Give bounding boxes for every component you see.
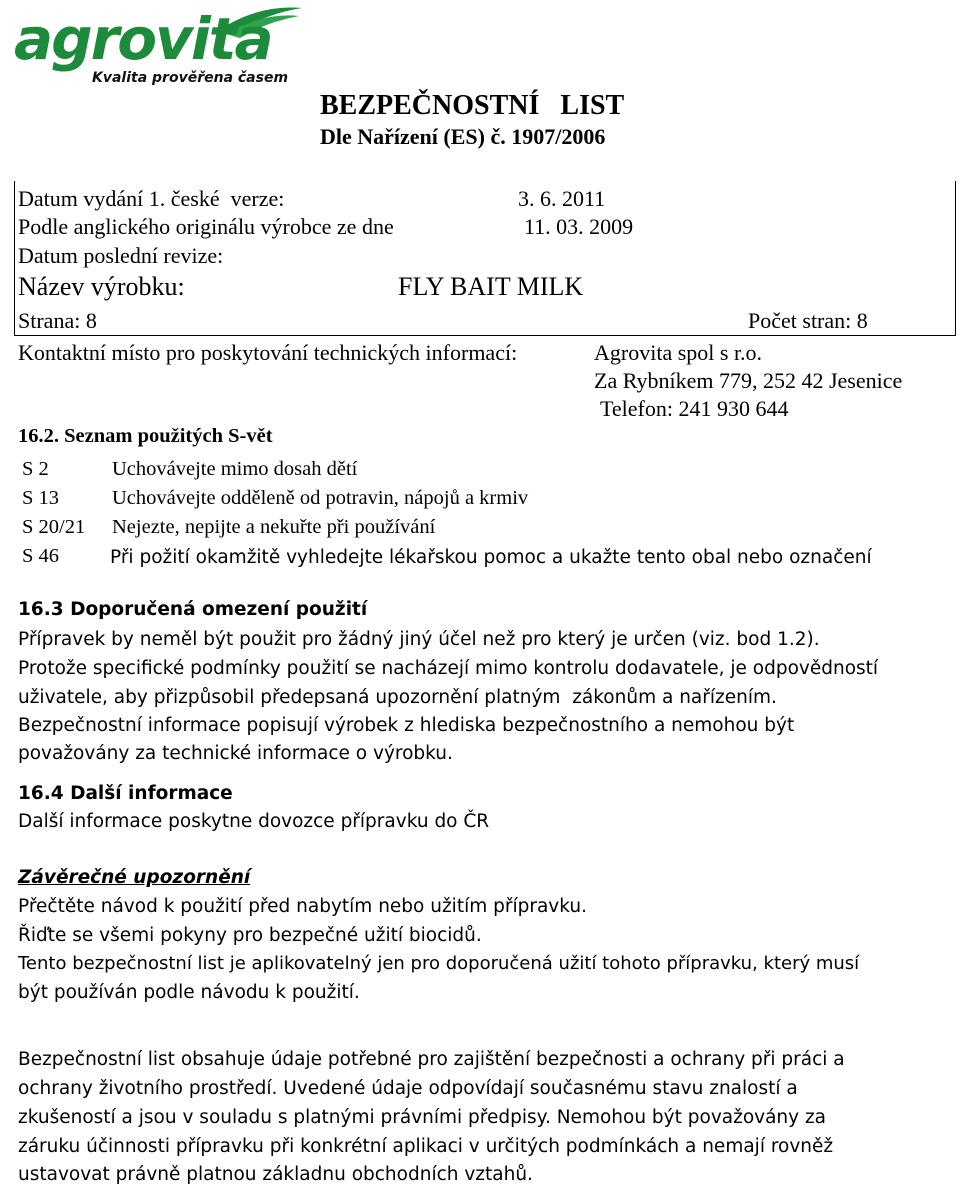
paragraph-line: zkušeností a jsou v souladu s platnými právními předpisy. Nemohou být považovány za [18, 1107, 827, 1128]
s-phrase-text: Uchovávejte mimo dosah dětí [112, 458, 358, 480]
paragraph-line: Tento bezpečnostní list je aplikovatelný jen pro doporučená užití tohoto přípravku, který musí [18, 953, 860, 974]
paragraph-line: Přečtěte návod k použití před nabytím nebo užitím přípravku. [18, 896, 587, 917]
regulation-subtitle: Dle Nařízení (ES) č. 1907/2006 [320, 124, 606, 149]
product-name-label: Název výrobku: [18, 272, 185, 301]
page-count: Počet stran: 8 [748, 308, 868, 333]
s-phrase-text: Uchovávejte odděleně od potravin, nápojů a krmiv [112, 487, 529, 509]
page-number: Strana: 8 [18, 308, 97, 333]
issue-date-value: 3. 6. 2011 [518, 186, 606, 211]
paragraph-line: ustavovat právně platnou základnu obchodních vztahů. [18, 1164, 533, 1185]
section-16-4-heading: 16.4 Další informace [18, 783, 233, 804]
paragraph-line: Přípravek by neměl být použit pro žádný jiný účel než pro který je určen (viz. bod 1.2). [18, 629, 820, 650]
paragraph-line: Další informace poskytne dovozce přípravku do ČR [18, 811, 490, 832]
paragraph-line: Řiďte se všemi pokyny pro bezpečné užití biocidů. [18, 925, 482, 946]
logo-tagline: Kvalita prověřena časem [92, 70, 289, 86]
original-date-label: Podle anglického originálu výrobce ze dne [18, 214, 394, 239]
paragraph-line: Bezpečnostní informace popisují výrobek z hlediska bezpečnostního a nemohou být [18, 715, 795, 736]
paragraph-line: ochrany životního prostředí. Uvedené údaje odpovídají současnému stavu znalostí a [18, 1078, 798, 1099]
paragraph-line: uživatele, aby přizpůsobil předepsaná upozornění platným zákonům a nařízením. [18, 687, 777, 708]
contact-company: Agrovita spol s r.o. [594, 340, 763, 365]
paragraph-line: Bezpečnostní list obsahuje údaje potřebné pro zajištění bezpečnosti a ochrany při práci a [18, 1049, 845, 1070]
issue-date-label: Datum vydání 1. české verze: [18, 186, 285, 211]
paragraph-line: záruku účinnosti přípravku při konkrétní aplikaci v určitých podmínkách a nemají rovněž [18, 1136, 834, 1157]
agrovita-logo [14, 4, 304, 90]
section-16-3-heading: 16.3 Doporučená omezení použití [18, 599, 368, 620]
paragraph-line: považovány za technické informace o výrobku. [18, 743, 453, 764]
contact-label: Kontaktní místo pro poskytování technických informací: [18, 340, 518, 365]
final-notice-heading: Závěrečné upozornění [18, 867, 251, 888]
paragraph-line: být používán podle návodu k použití. [18, 982, 360, 1003]
s-phrase-text: Nejezte, nepijte a nekuřte při používání [112, 516, 436, 538]
original-date-value: 11. 03. 2009 [524, 214, 634, 239]
paragraph-line: Protože specifické podmínky použití se nacházejí mimo kontrolu dodavatele, je odpovědností [18, 658, 879, 679]
s-phrase-code: S 46 [22, 545, 60, 567]
s-phrase-code: S 13 [22, 487, 60, 509]
contact-phone: Telefon: 241 930 644 [600, 396, 789, 421]
s-phrase-code: S 2 [22, 458, 49, 480]
s-phrase-code: S 20/21 [22, 516, 86, 538]
logo-brand: agrovita [14, 5, 272, 73]
contact-address: Za Rybníkem 779, 252 42 Jesenice [594, 368, 903, 393]
revision-date-label: Datum poslední revize: [18, 243, 224, 268]
section-16-2-heading: 16.2. Seznam použitých S-vět [18, 425, 273, 447]
document-title: BEZPEČNOSTNÍ LIST [320, 90, 625, 121]
s-phrase-text: Při požití okamžitě vyhledejte lékařskou pomoc a ukažte tento obal nebo označení [110, 547, 872, 568]
product-name-value: FLY BAIT MILK [398, 272, 584, 301]
